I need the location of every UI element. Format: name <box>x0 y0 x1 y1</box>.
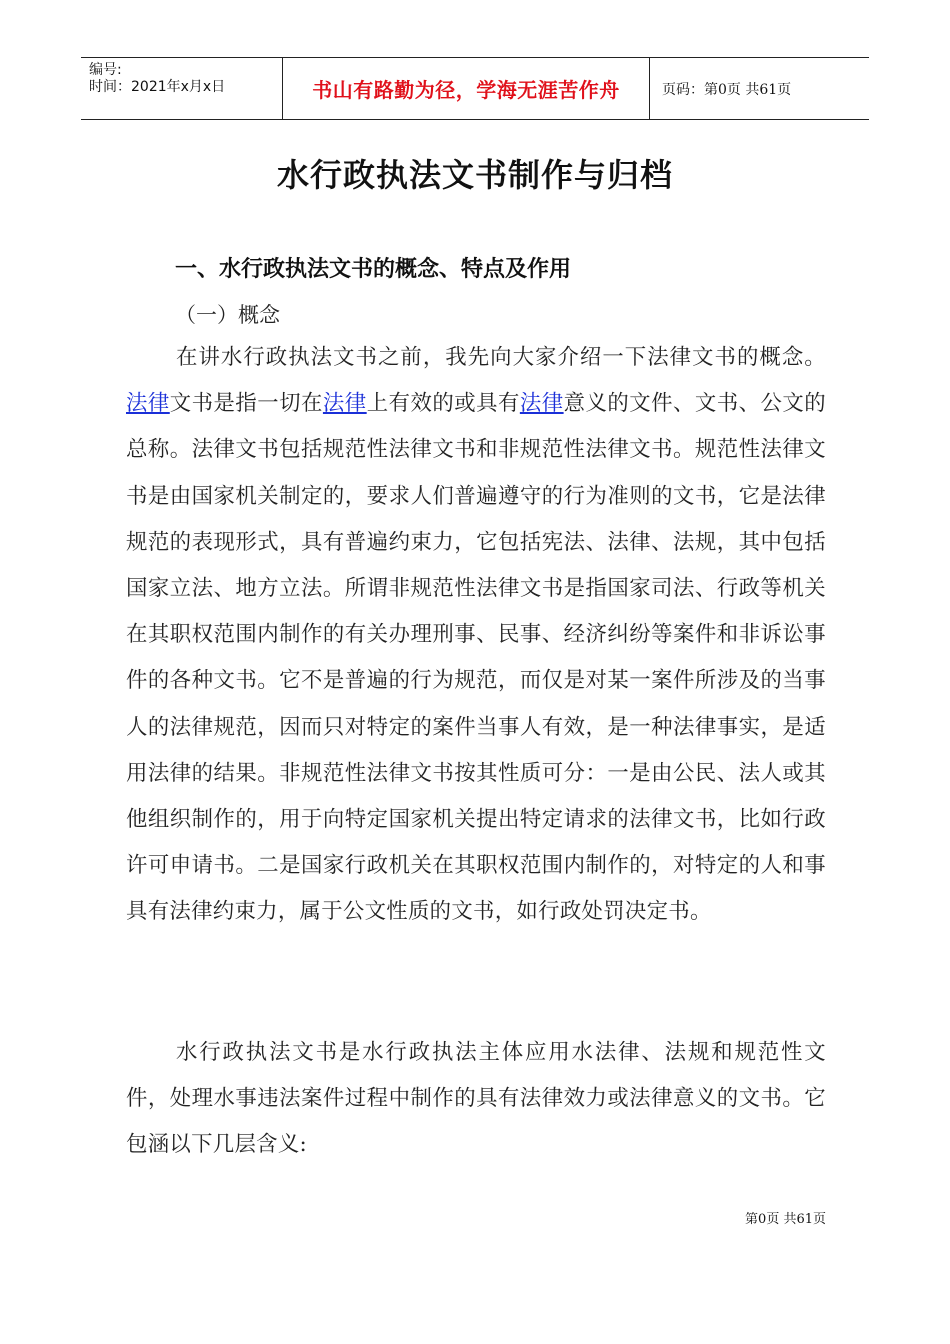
number-label: 编号: <box>89 62 122 78</box>
page-footer: 第0页 共61页 <box>745 1212 826 1227</box>
header-page-info: 页码：第0页 共61页 <box>662 81 792 98</box>
paragraph-text: 上有效的或具有 <box>366 391 520 417</box>
paragraph-text: 文书是指一切在 <box>169 391 323 417</box>
document-title: 水行政执法文书制作与归档 <box>276 156 673 194</box>
legal-link[interactable]: 法律 <box>126 391 170 417</box>
time-label: 时间：2021年x月x日 <box>89 79 226 95</box>
subsection-heading: （一）概念 <box>175 303 280 327</box>
header-meta <box>81 58 282 119</box>
paragraph-text: 意义的文件、文书、公文的总称。法律文书包括规范性法律文书和非规范性法律文书。规范性法律文书是由国家机关制定的，要求人们普遍遵守的行为准则的文书，它是法律规范的表现形式，具有普遍约束力，它包括宪法、法律、法规，其中包括国家立法、地方立法。所谓非规范性法律文书是指国家司法、行政等机关在其职权范围内制作的有关办理刑事、民事、经济纠纷等案件和非诉讼事件的各种文书。它不是普遍的行为规范，而仅是对某一案件所涉及的当事人的法律规范，因而只对特定的案件当事人有效，是一种法律事实，是适用法律的结果。非规范性法律文书按其性质可分：一是由公民、法人或其他组织制作的，用于向特定国家机关提出特定请求的法律文书，比如行政许可申请书。二是国家行政机关在其职权范围内制作的，对特定的人和事具有法律约束力，属于公文性质的文书，如行政处罚决定书。 <box>126 391 826 925</box>
page-header <box>81 57 869 120</box>
paragraph-water-enforcement-document: 水行政执法文书是水行政执法主体应用水法律、法规和规范性文件，处理水事违法案件过程中制作的具有法律效力或法律意义的文书。它包涵以下几层含义: <box>126 1040 826 1158</box>
legal-link[interactable]: 法律 <box>322 391 367 417</box>
section-heading: 一、水行政执法文书的概念、特点及作用 <box>175 257 572 282</box>
legal-link[interactable]: 法律 <box>519 391 564 417</box>
paragraph-legal-document-concept <box>126 335 826 936</box>
paragraph-text: 在讲水行政执法文书之前，我先向大家介绍一下法律文书的概念。 <box>176 345 826 370</box>
header-motto: 书山有路勤为径，学海无涯苦作舟 <box>282 58 650 119</box>
